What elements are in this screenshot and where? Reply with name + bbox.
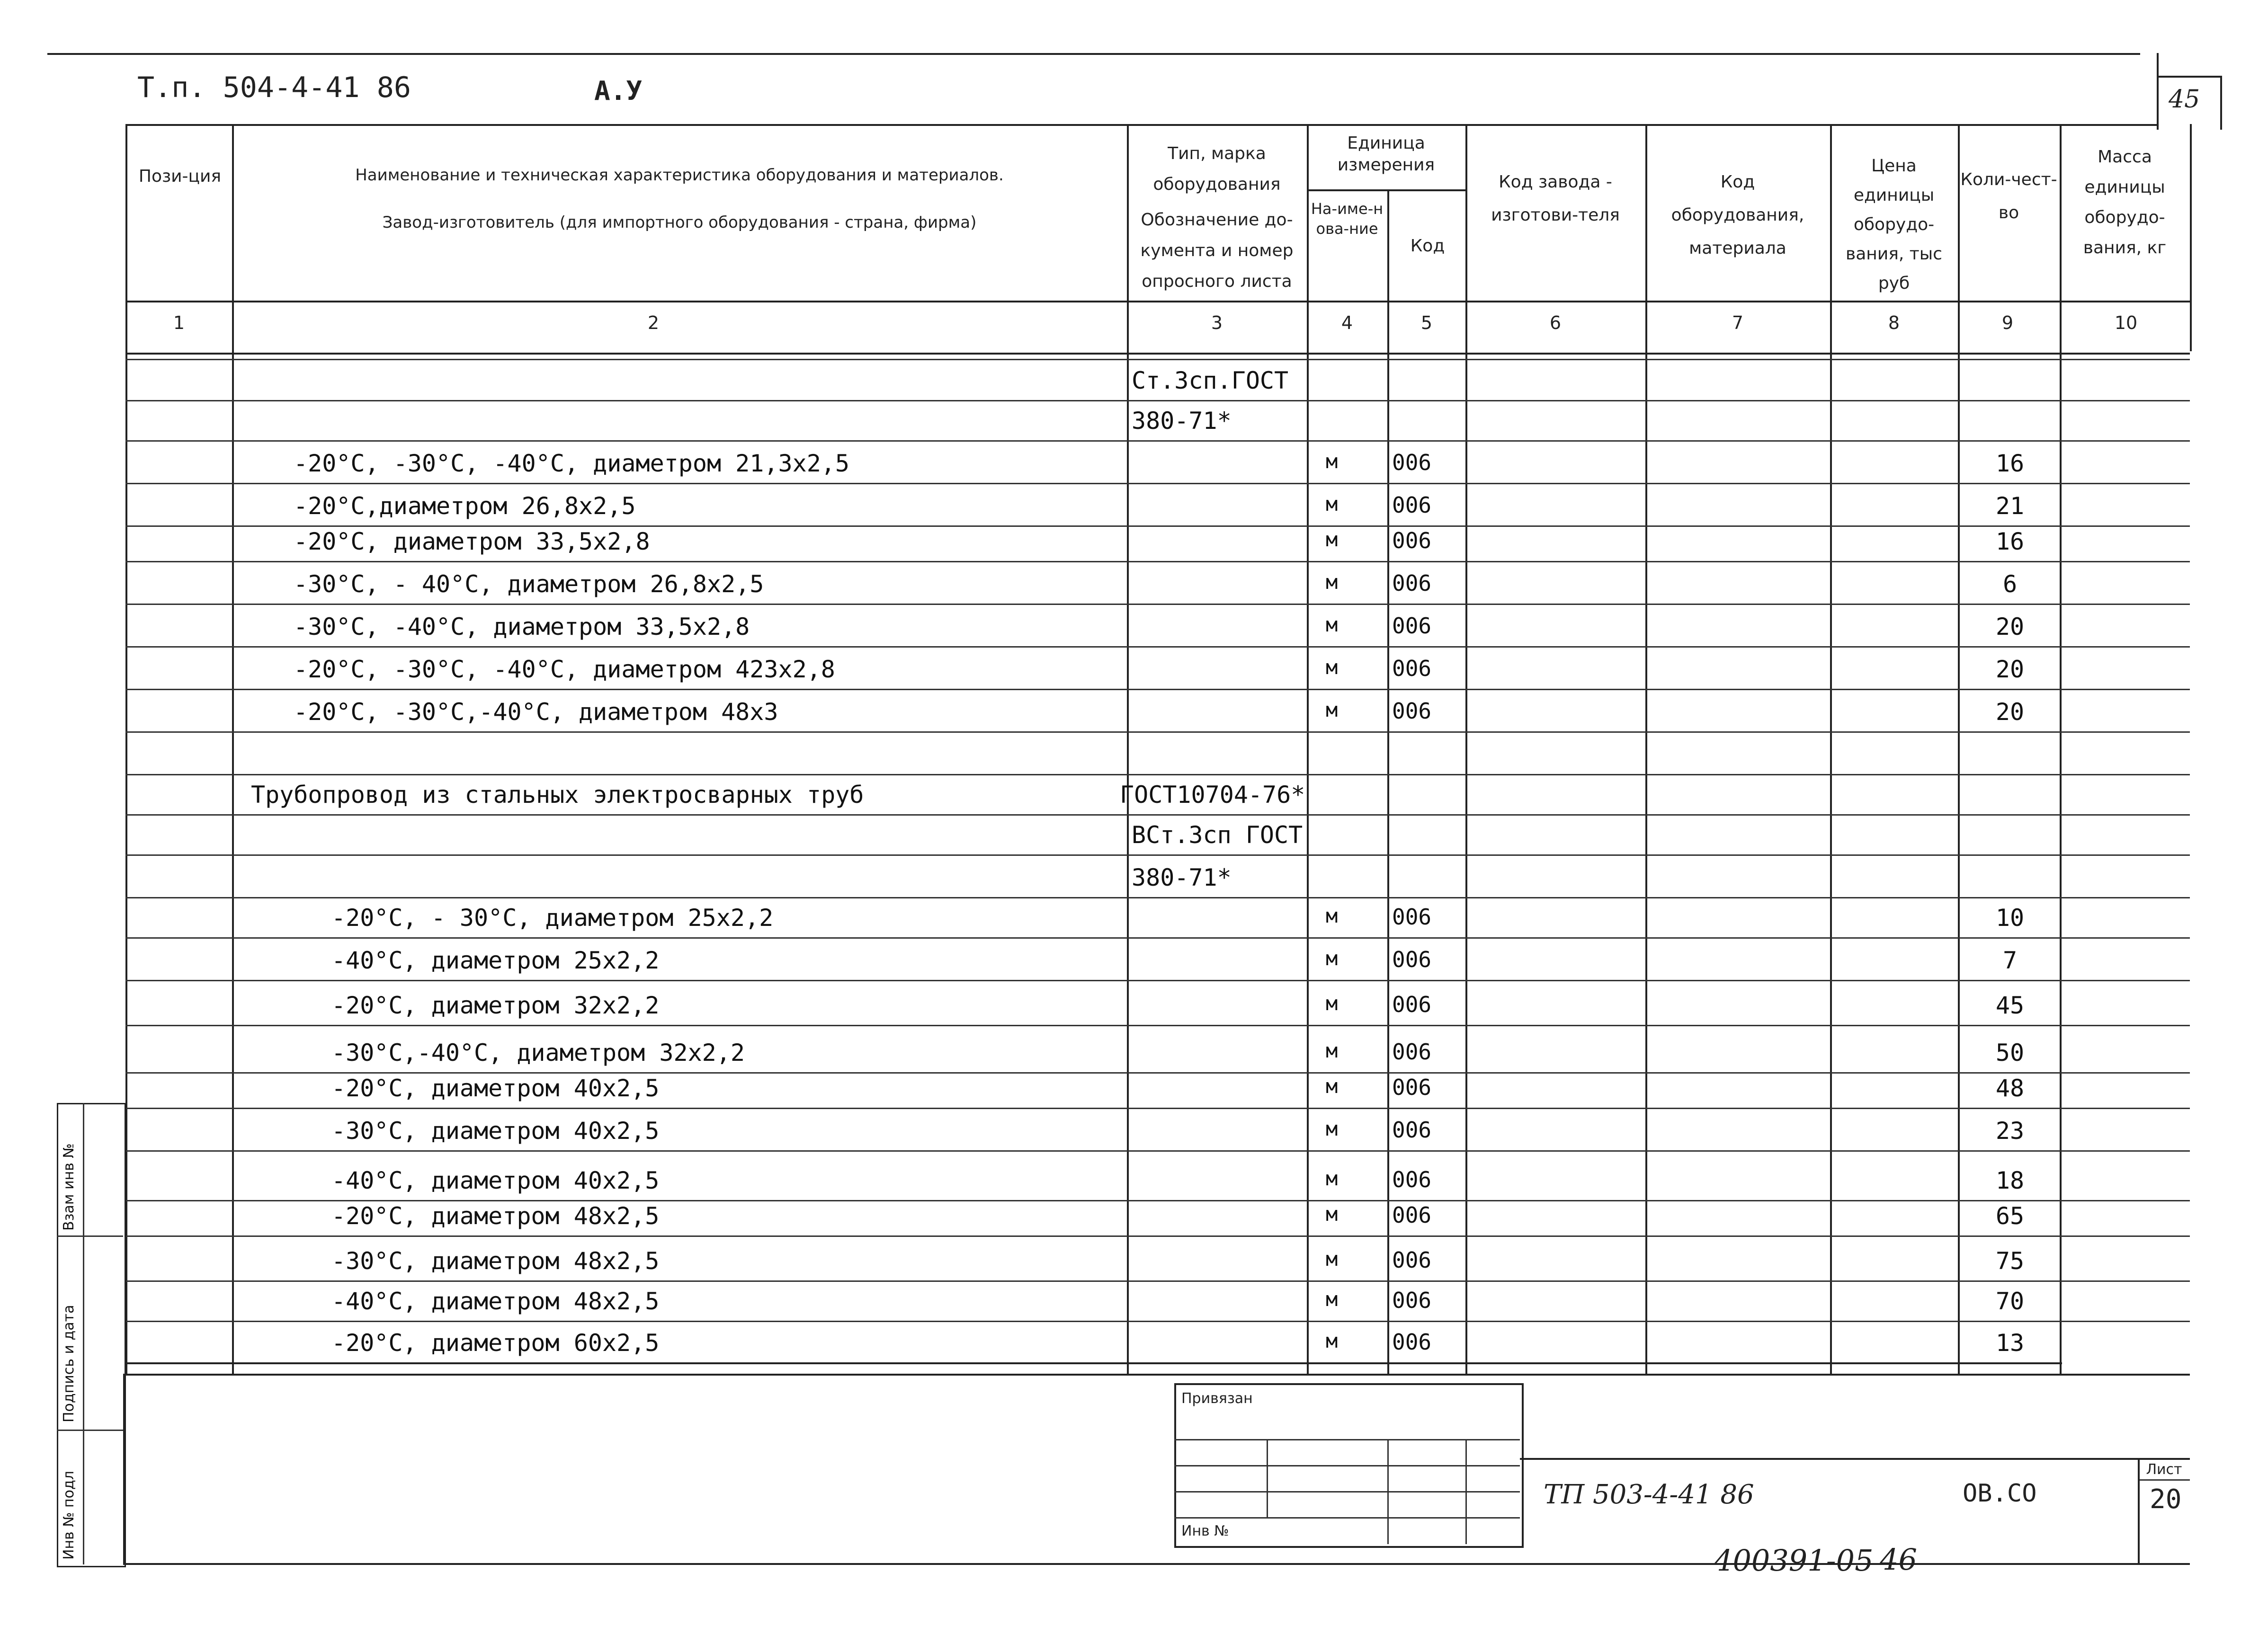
header-type-line5: опросного листа [1142, 272, 1292, 291]
header-price: Цена единицы оборудо-вания, тыс руб [1846, 156, 1942, 293]
cell-qty: 13 [1995, 1329, 2025, 1357]
row-separator [125, 1072, 2190, 1074]
cell-name: -30°С, - 40°С, диаметром 26,8х2,5 [294, 570, 764, 598]
cell-unit: м [1326, 1039, 1338, 1062]
cell-qty: 75 [1995, 1247, 2025, 1275]
row-separator [125, 1025, 2190, 1026]
cell-code: 006 [1392, 1329, 1432, 1355]
row-separator [125, 1235, 2190, 1237]
cell-unit: м [1326, 1329, 1338, 1352]
cell-qty: 6 [2002, 570, 2018, 598]
header-name-line2: Завод-изготовитель (для импортного оборудования - страна, фирма) [382, 213, 977, 232]
cell-code: 006 [1392, 1167, 1432, 1192]
cell-name: -20°С, - 30°С, диаметром 25х2,2 [331, 904, 774, 932]
colnum-7: 7 [1732, 312, 1744, 333]
row-separator [125, 440, 2190, 442]
cell-code: 006 [1392, 528, 1432, 553]
cell-qty: 45 [1995, 992, 2025, 1019]
side-label-podpis: Подпись и дата [61, 1305, 77, 1422]
row-separator [125, 689, 2190, 690]
cell-code: 006 [1392, 992, 1432, 1017]
cell-code: 006 [1392, 1247, 1432, 1273]
cell-unit: м [1326, 1288, 1338, 1311]
cell-name: -20°С, диаметром 40х2,5 [331, 1075, 660, 1102]
cell-unit: м [1326, 947, 1338, 970]
binding-label: Привязан [1181, 1390, 1253, 1407]
cell-unit: м [1326, 613, 1338, 636]
header-factory-code: Код завода - изготови-теля [1491, 172, 1620, 225]
top-page-number: 45 [2169, 85, 2200, 114]
cell-unit: м [1326, 1075, 1338, 1098]
cell-unit: м [1326, 1202, 1338, 1226]
cell-unit: м [1326, 656, 1338, 679]
cell-type: Ст.3сп.ГОСТ [1132, 367, 1289, 394]
cell-qty: 18 [1995, 1167, 2025, 1194]
cell-code: 006 [1392, 570, 1432, 596]
cell-code: 006 [1392, 1117, 1432, 1143]
row-separator [125, 604, 2190, 605]
row-separator [125, 359, 2190, 360]
row-separator [125, 897, 2190, 898]
cell-code: 006 [1392, 450, 1432, 475]
cell-unit: м [1326, 698, 1338, 721]
cell-name: -20°С, диаметром 60х2,5 [331, 1329, 660, 1357]
cell-qty: 20 [1995, 656, 2025, 683]
row-separator [125, 400, 2190, 401]
sheet-label: Лист [2146, 1461, 2182, 1478]
header-type-line4: кумента и номер [1140, 241, 1294, 260]
cell-name: -30°С, -40°С, диаметром 33,5х2,8 [294, 613, 750, 640]
cell-qty: 20 [1995, 613, 2025, 640]
cell-qty: 10 [1995, 904, 2025, 932]
header-type-line1: Тип, марка [1168, 144, 1266, 163]
cell-name: -40°С, диаметром 25х2,2 [331, 947, 660, 974]
row-separator [125, 1108, 2190, 1109]
cell-unit: м [1326, 992, 1338, 1015]
header-name-line1: Наименование и техническая характеристика оборудования и материалов. [355, 166, 1004, 185]
side-label-vzam: Взам инв № [61, 1143, 77, 1231]
cell-code: 006 [1392, 1202, 1432, 1228]
archive-page: 46 [1880, 1542, 1917, 1577]
cell-code: 006 [1392, 904, 1432, 930]
cell-name: -30°С,-40°С, диаметром 32х2,2 [331, 1039, 745, 1066]
cell-unit: м [1326, 492, 1338, 515]
cell-name: -20°С, диаметром 48х2,5 [331, 1202, 660, 1230]
cell-qty: 16 [1995, 450, 2025, 477]
cell-unit: м [1326, 1167, 1338, 1190]
row-separator [125, 483, 2190, 484]
table-bottom [125, 1362, 2062, 1364]
colnum-1: 1 [173, 312, 185, 333]
footer-project-code: ТП 503-4-41 86 [1544, 1479, 1754, 1510]
row-separator [125, 854, 2190, 856]
cell-name: -20°С, диаметром 32х2,2 [331, 992, 660, 1019]
colnum-2: 2 [647, 312, 660, 333]
header-unit-name: На-име-нова-ние [1311, 200, 1384, 238]
archive-number: 400391-05 [1714, 1543, 1874, 1578]
cell-name: -40°С, диаметром 48х2,5 [331, 1288, 660, 1315]
sheet-number: 20 [2150, 1484, 2182, 1515]
colnum-5: 5 [1420, 312, 1433, 333]
cell-unit: м [1326, 570, 1338, 594]
cell-name: -20°С, диаметром 33,5х2,8 [294, 528, 650, 555]
cell-type: ВСт.3сп ГОСТ [1132, 821, 1303, 849]
cell-unit: м [1326, 904, 1338, 927]
header-mass: Масса единицы оборудо-вания, кг [2083, 147, 2167, 258]
colnum-6: 6 [1549, 312, 1562, 333]
cell-code: 006 [1392, 613, 1432, 639]
header-type-line3: Обозначение до- [1141, 210, 1293, 230]
cell-code: 006 [1392, 1039, 1432, 1065]
cell-qty: 50 [1995, 1039, 2025, 1066]
header-equipment-code: Код оборудования, материала [1671, 172, 1804, 258]
colnum-9: 9 [2001, 312, 2014, 333]
cell-unit: м [1326, 528, 1338, 551]
cell-qty: 23 [1995, 1117, 2025, 1145]
header-unit-code: Код [1410, 236, 1445, 256]
row-separator [125, 525, 2190, 527]
project-code-top: Т.п. 504-4-41 86 [137, 71, 411, 104]
cell-name: -20°С, -30°С,-40°С, диаметром 48х3 [294, 698, 778, 726]
colnum-4: 4 [1341, 312, 1353, 333]
cell-qty: 16 [1995, 528, 2025, 555]
cell-qty: 70 [1995, 1288, 2025, 1315]
cell-unit: м [1326, 1117, 1338, 1140]
row-separator [125, 1280, 2190, 1282]
cell-name: -20°С, -30°С, -40°С, диаметром 423х2,8 [294, 656, 835, 683]
cell-unit: м [1326, 1247, 1338, 1271]
cell-type: ГОСТ10704-76* [1120, 781, 1305, 809]
row-separator [125, 646, 2190, 648]
cell-qty: 7 [2002, 947, 2018, 974]
cell-qty: 48 [1995, 1075, 2025, 1102]
side-label-inv-podl: Инв № подл [61, 1471, 77, 1560]
colnum-10: 10 [2114, 312, 2138, 333]
row-separator [125, 814, 2190, 816]
cell-qty: 65 [1995, 1202, 2025, 1230]
cell-name: -30°С, диаметром 48х2,5 [331, 1247, 660, 1275]
cell-code: 006 [1392, 656, 1432, 681]
cell-unit: м [1326, 450, 1338, 473]
row-separator [125, 1200, 2190, 1201]
row-separator [125, 937, 2190, 939]
cell-code: 006 [1392, 1075, 1432, 1100]
colnum-8: 8 [1888, 312, 1900, 333]
section-label: А.У [594, 76, 643, 107]
cell-code: 006 [1392, 492, 1432, 518]
header-type-line2: оборудования [1153, 175, 1281, 194]
footer-doc-mark: ОВ.СО [1963, 1479, 2037, 1508]
cell-code: 006 [1392, 947, 1432, 972]
cell-name: -40°С, диаметром 40х2,5 [331, 1167, 660, 1194]
colnum-3: 3 [1211, 312, 1223, 333]
header-position: Пози-ция [138, 167, 222, 186]
row-separator [125, 1321, 2190, 1322]
cell-type: 380-71* [1132, 864, 1232, 891]
cell-qty: 21 [1995, 492, 2025, 520]
cell-name: -20°С,диаметром 26,8х2,5 [294, 492, 636, 520]
row-separator [125, 731, 2190, 733]
cell-name: -20°С, -30°С, -40°С, диаметром 21,3х2,5 [294, 450, 849, 477]
cell-code: 006 [1392, 1288, 1432, 1313]
row-separator [125, 774, 2190, 775]
inv-label: Инв № [1181, 1523, 1229, 1539]
row-separator [125, 1150, 2190, 1152]
header-unit: Единица измерения [1337, 133, 1435, 175]
cell-name: -30°С, диаметром 40х2,5 [331, 1117, 660, 1145]
cell-qty: 20 [1995, 698, 2025, 726]
row-separator [125, 980, 2190, 981]
row-separator [125, 561, 2190, 562]
cell-name: Трубопровод из стальных электросварных труб [251, 781, 864, 809]
cell-type: 380-71* [1132, 407, 1232, 435]
header-quantity: Коли-чест-во [1960, 170, 2057, 222]
cell-code: 006 [1392, 698, 1432, 724]
